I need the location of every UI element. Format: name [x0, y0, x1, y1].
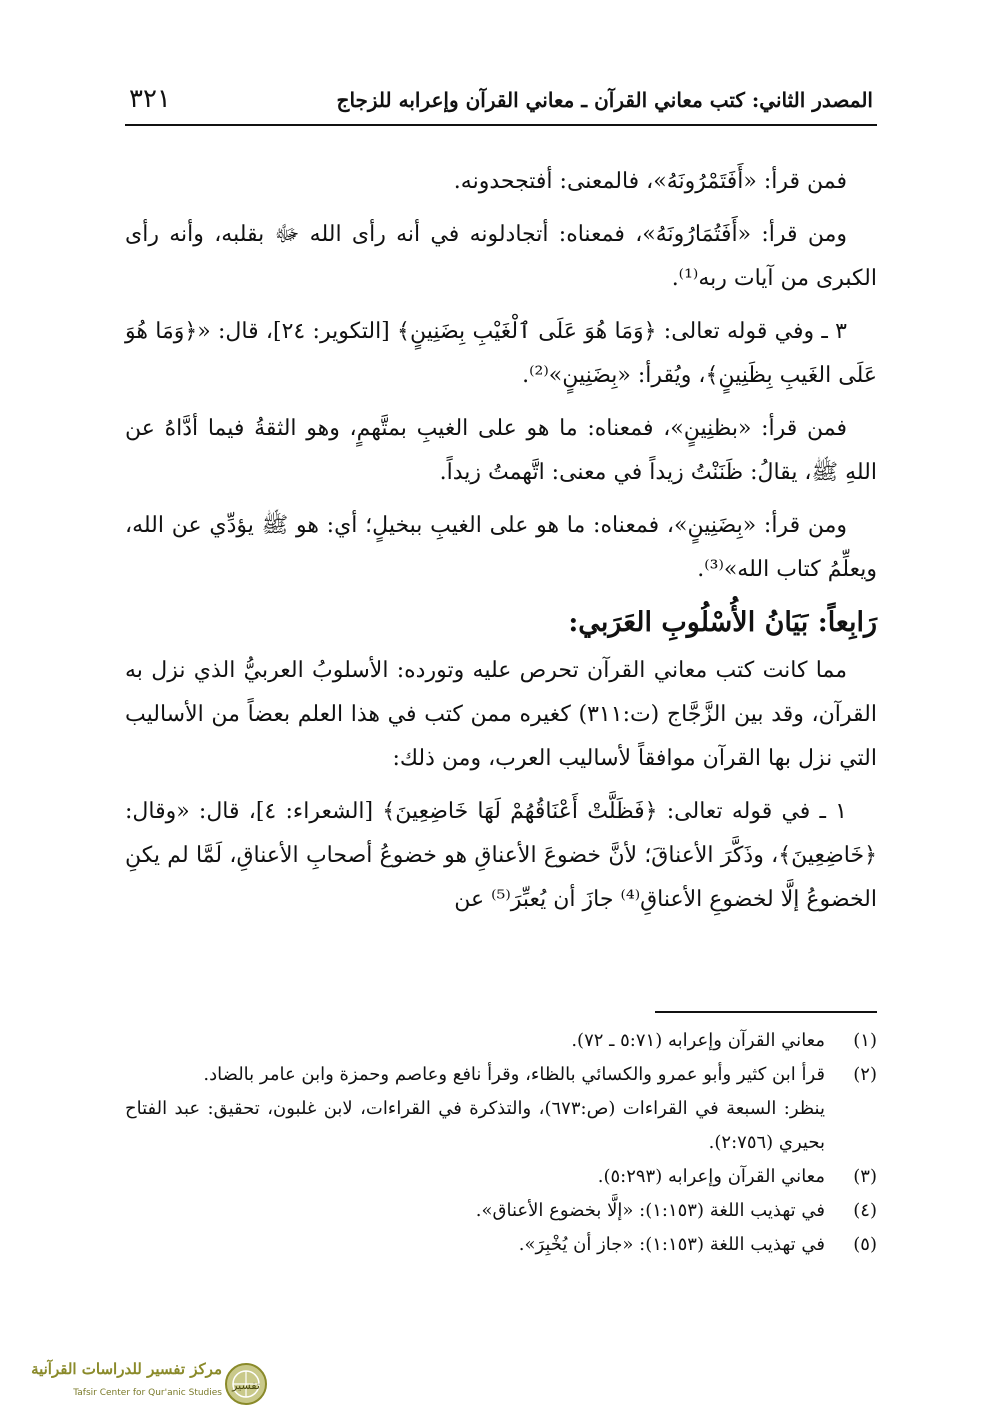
footnote-separator [655, 1011, 877, 1013]
publisher-logo [8, 1358, 270, 1410]
footnote [125, 1024, 877, 1058]
footnote [125, 1160, 877, 1194]
page-number: ٣٢١ [129, 84, 171, 114]
paragraph: مما كانت كتب معاني القرآن تحرص عليه وتورده: الأسلوبُ العربيُّ الذي نزل به القرآن، وقد بين الزَّجَّاج (ت:٣١١) كغيره ممن كتب في هذا العلم بعضاً من الأساليب التي نزل بها القرآن موافقاً لأساليب العرب، ومن ذلك: [125, 658, 877, 771]
footnote [125, 1194, 877, 1228]
footnote-continuation: ينظر: السبعة في القراءات (ص:٦٧٣)، والتذكرة في القراءات، لابن غلبون، تحقيق: عبد الفتاح بحيري (٢:٧٥٦). [125, 1098, 826, 1153]
logo-name-english: Tafsir Center for Qur'anic Studies [73, 1388, 222, 1398]
footnote-text: معاني القرآن وإعرابه (٥:٢٩٣). [597, 1166, 825, 1187]
paragraph: ومن قرأ: «بِضَنِينٍ»، فمعناه: ما هو على الغيبِ ببخيلٍ؛ أي: هو ﷺ يؤدِّي عن الله، ويعلِّمُ كتاب الله»⁽³⁾. [125, 513, 877, 582]
logo-emblem-icon [224, 1362, 268, 1406]
paragraph: ١ ـ في قوله تعالى: ﴿فَظَلَّتْ أَعْنَاقُهُمْ لَهَا خَاضِعِينَ﴾ [الشعراء: ٤]، قال: «وقال: ﴿خَاضِعِينَ﴾، وذَكَّرَ الأعناقَ؛ لأنَّ خضوعَ الأعناقِ هو خضوعُ أصحابِ الأعناقِ، لَمَّا لم يكنِ الخضوعُ إلَّا لخضوعِ الأعناقِ⁽⁴⁾ جازَ أن يُعبِّرَ⁽⁵⁾ عن [125, 799, 877, 912]
footnote-text: معاني القرآن وإعرابه (٥:٧١ ـ ٧٢). [571, 1030, 825, 1051]
paragraph: فمن قرأ: «أَفَتَمْرُونَهُ»، فالمعنى: أفتجحدونه. [453, 169, 847, 194]
footnotes [125, 1024, 877, 1262]
section-heading: رَابِعاً: بَيَانُ الأُسْلُوبِ العَرَبي: [568, 607, 877, 638]
header-title: المصدر الثاني: كتب معاني القرآن ـ معاني القرآن وإعرابه للزجاج [336, 88, 873, 112]
paragraph: ٣ ـ وفي قوله تعالى: ﴿وَمَا هُوَ عَلَى ٱلْغَيْبِ بِضَنِينٍ﴾ [التكوير: ٢٤]، قال: «﴿وَمَا هُوَ عَلَى الغَيبِ بِظَنِينٍ﴾، ويُقرأ: «بِضَنِينٍ»⁽²⁾. [125, 319, 877, 388]
main-text [125, 160, 877, 931]
footnote-number: (٢) [853, 1064, 877, 1085]
running-header [125, 82, 877, 126]
footnote-number: (٣) [853, 1166, 877, 1187]
footnote-text: في تهذيب اللغة (١:١٥٣): «جاز أن يُخْبِرَ». [518, 1234, 825, 1255]
paragraph: فمن قرأ: «بظنِينٍ»، فمعناه: ما هو على الغيبِ بمتَّهمٍ، وهو الثقةُ فيما أدَّاهُ عن اللهِ ﷺ، يقالُ: ظَنَنْتُ زيداً في معنى: اتَّهمتُ زيداً. [125, 416, 877, 485]
footnote-text: قرأ ابن كثير وأبو عمرو والكسائي بالظاء، وقرأ نافع وعاصم وحمزة وابن عامر بالضاد. [203, 1064, 825, 1085]
footnote-text: في تهذيب اللغة (١:١٥٣): «إلَّا بخضوع الأعناق». [475, 1200, 825, 1221]
paragraph: ومن قرأ: «أَفَتُمَارُونَهُ»، فمعناه: أتجادلونه في أنه رأى الله ﷻ بقلبه، وأنه رأى الكبرى من آيات ربه⁽¹⁾. [125, 222, 877, 291]
logo-emblem-text: تفسير [232, 1379, 260, 1392]
footnote-number: (٥) [853, 1234, 877, 1255]
footnote [125, 1228, 877, 1262]
footnote [125, 1058, 877, 1092]
logo-name-arabic: مركز تفسير للدراسات القرآنية [31, 1360, 222, 1378]
footnote-number: (١) [853, 1030, 877, 1051]
footnote-number: (٤) [853, 1200, 877, 1221]
